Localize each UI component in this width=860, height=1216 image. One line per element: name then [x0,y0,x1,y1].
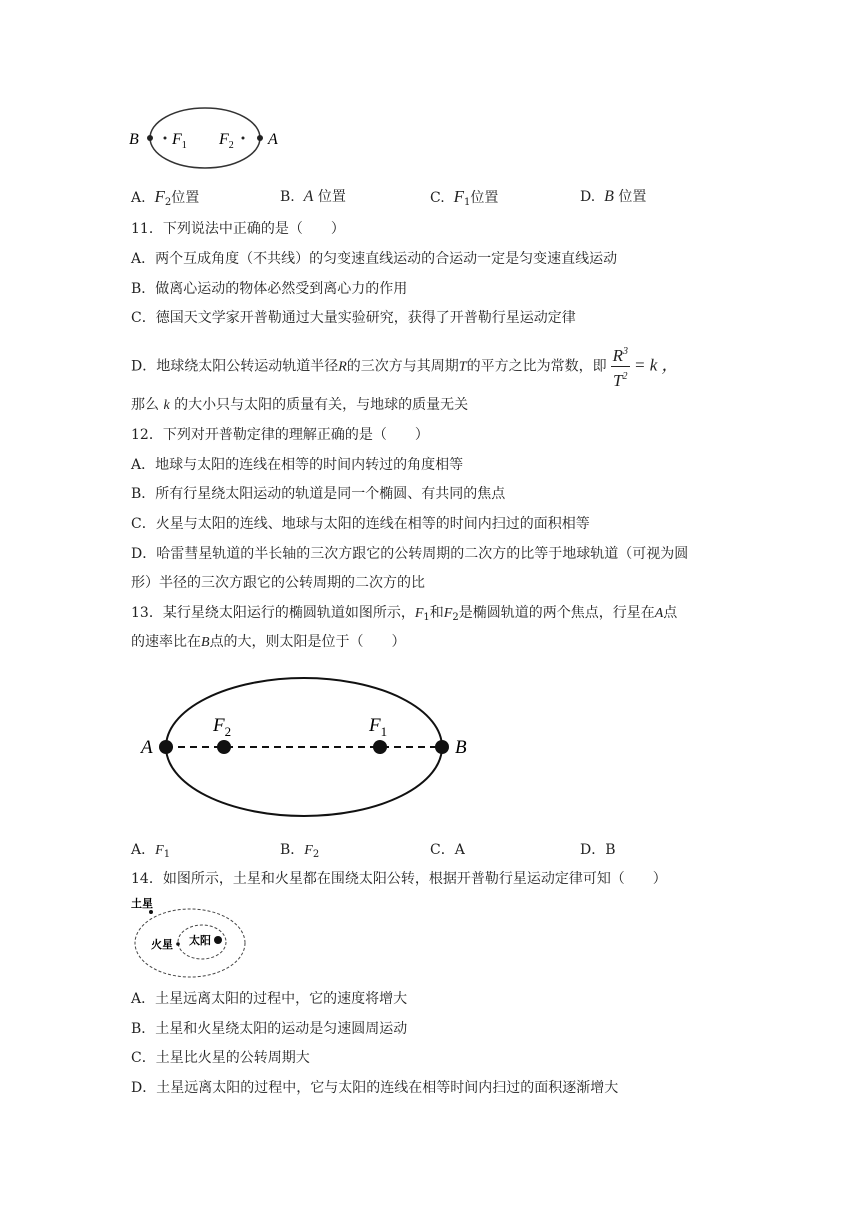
q13-option-d: D．B [580,842,616,858]
q10-focus-f2 [242,137,245,140]
svg-text:F1 [368,715,387,739]
q11-stem: 11．下列说法中正确的是（ ） [131,221,345,237]
q11-option-a: A．两个互成角度（不共线）的匀变速直线运动的合运动一定是匀变速直线运动 [131,251,618,267]
svg-text:F2 [218,131,234,151]
q13-label-a: A [141,737,153,758]
q13-focus-f2 [217,740,231,754]
q10-ellipse-figure [125,100,285,180]
q11-option-c: C．德国天文学家开普勒通过大量实验研究，获得了开普勒行星运动定律 [131,310,576,326]
q14-sun [214,936,222,944]
q14-saturn [149,910,153,914]
q14-label-saturn: 土星 [131,897,153,910]
q13-label-f1: F [369,715,381,736]
q10-label-f1: F [172,131,182,148]
q13-label-f2-sub: 2 [224,724,232,739]
q10-label-a: A [268,131,278,148]
q13-option-b: B．$F_2$ [280,842,320,860]
q10-focus-f1 [164,137,167,140]
q10-label-f1-sub: 1 [181,140,187,151]
q14-stem: 14．如图所示，土星和火星都在围绕太阳公转，根据开普勒行星运动定律可知（ ） [131,871,667,887]
q14-orbit-figure [128,893,253,983]
q14-option-c: C．土星比火星的公转周期大 [131,1050,310,1066]
q11-option-d: D．地球绕太阳公转运动轨道半径R的三次方与其周期T的平方之比为常数，即 $\frac{R^3}{T^2}$ = k ， [131,342,679,391]
q12-option-d: D．哈雷彗星轨道的半长轴的三次方跟它的公转周期的二次方的比等于地球轨道（可视为圆 [131,546,689,562]
q11-option-d-cont: 那么 k 的大小只与太阳的质量有关，与地球的质量无关 [131,397,469,413]
q14-option-b: B．土星和火星绕太阳的运动是匀速圆周运动 [131,1021,408,1037]
q13-point-a [159,740,173,754]
q10-point-a [257,135,263,141]
q14-option-d: D．土星远离太阳的过程中，它与太阳的连线在相等时间内扫过的面积逐渐增大 [131,1080,619,1096]
q10-option-d: D. B 位置 [580,188,647,205]
q13-ellipse-figure [135,668,480,828]
q11-formula: $\frac{R^3}{T^2}$ [611,342,630,391]
q11-option-b: B．做离心运动的物体必然受到离心力的作用 [131,281,408,297]
q13-stem: 13．某行星绕太阳运行的椭圆轨道如图所示，$F_1$和$F_2$是椭圆轨道的两个焦点，行星在A点 [131,605,678,623]
q10-label-f2-sub: 2 [228,140,234,151]
q13-option-c: C．A [430,842,465,858]
q13-focus-f1 [373,740,387,754]
q14-mars [176,942,180,946]
q10-label-f2: F [219,131,229,148]
q10-label-b: B [129,131,139,148]
q12-stem: 12．下列对开普勒定律的理解正确的是（ ） [131,427,429,443]
q14-label-sun: 太阳 [189,934,211,947]
svg-text:F2 [212,715,231,739]
q10-point-b [147,135,153,141]
q10-option-c: C. $F_1$位置 [430,187,499,208]
q13-label-f1-sub: 1 [380,724,388,739]
q13-point-b [435,740,449,754]
q12-option-c: C．火星与太阳的连线、地球与太阳的连线在相等的时间内扫过的面积相等 [131,516,590,532]
q13-stem-cont: 的速率比在B点的大，则太阳是位于（ ） [131,634,406,650]
q10-option-a: A. $F_2$位置 [131,187,200,208]
q12-option-b: B．所有行星绕太阳运动的轨道是同一个椭圆、有共同的焦点 [131,486,506,502]
q12-option-a: A．地球与太阳的连线在相等的时间内转过的角度相等 [131,457,464,473]
svg-text:F1 [171,131,187,151]
q13-label-b: B [455,737,467,758]
q14-option-a: A．土星远离太阳的过程中，它的速度将增大 [131,991,408,1007]
q13-label-f2: F [213,715,225,736]
q13-option-a: A．$F_1$ [131,842,171,860]
q14-label-mars: 火星 [151,938,173,951]
q12-option-d-cont: 形）半径的三次方跟它的公转周期的二次方的比 [131,575,425,591]
q10-option-b: B. A 位置 [280,188,346,205]
